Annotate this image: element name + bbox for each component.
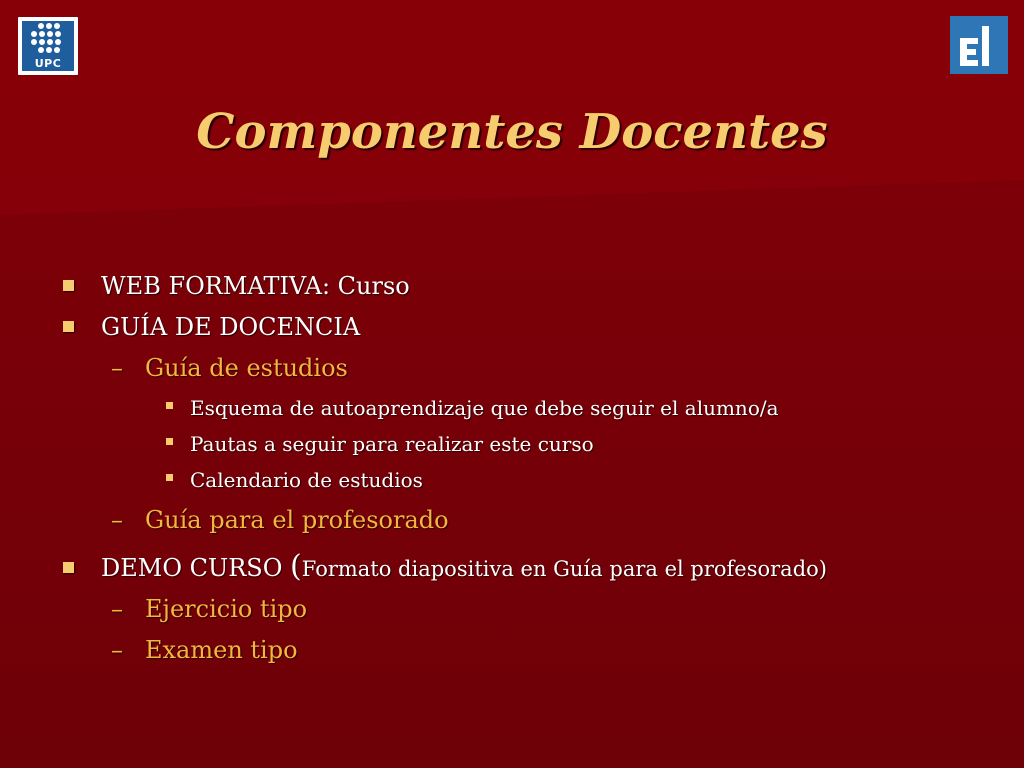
square-bullet-icon [63,562,74,573]
square-bullet-icon [166,402,173,409]
dash-marker: – [111,636,123,664]
list-item-text: Pautas a seguir para realizar este curso [190,432,594,456]
slide-title: Componentes Docentes [196,104,828,160]
list-item-text: Examen tipo [145,636,298,664]
list-item-note: Formato diapositiva en Guía para el profesorado) [301,557,827,581]
open-parenthesis: ( [290,549,302,584]
list-item-text: Esquema de autoaprendizaje que debe seguir el alumno/a [190,396,779,420]
dash-marker: – [111,354,123,382]
list-item-text: DEMO CURSO [101,554,291,582]
list-item-text: Ejercicio tipo [145,595,308,623]
list-item-text: Guía para el profesorado [145,506,449,534]
square-bullet-icon [166,438,173,445]
square-bullet-icon [63,321,74,332]
square-bullet-icon [63,280,74,291]
list-item-text: Calendario de estudios [190,468,423,492]
list-item-text-group [101,549,827,584]
list-item-text: Guía de estudios [145,354,348,382]
upc-logo-text: UPC [34,57,62,70]
square-bullet-icon [166,474,173,481]
dash-marker: – [111,506,123,534]
list-item-text: WEB FORMATIVA: Curso [101,272,410,300]
dash-marker: – [111,595,123,623]
list-item-text: GUÍA DE DOCENCIA [101,313,361,341]
